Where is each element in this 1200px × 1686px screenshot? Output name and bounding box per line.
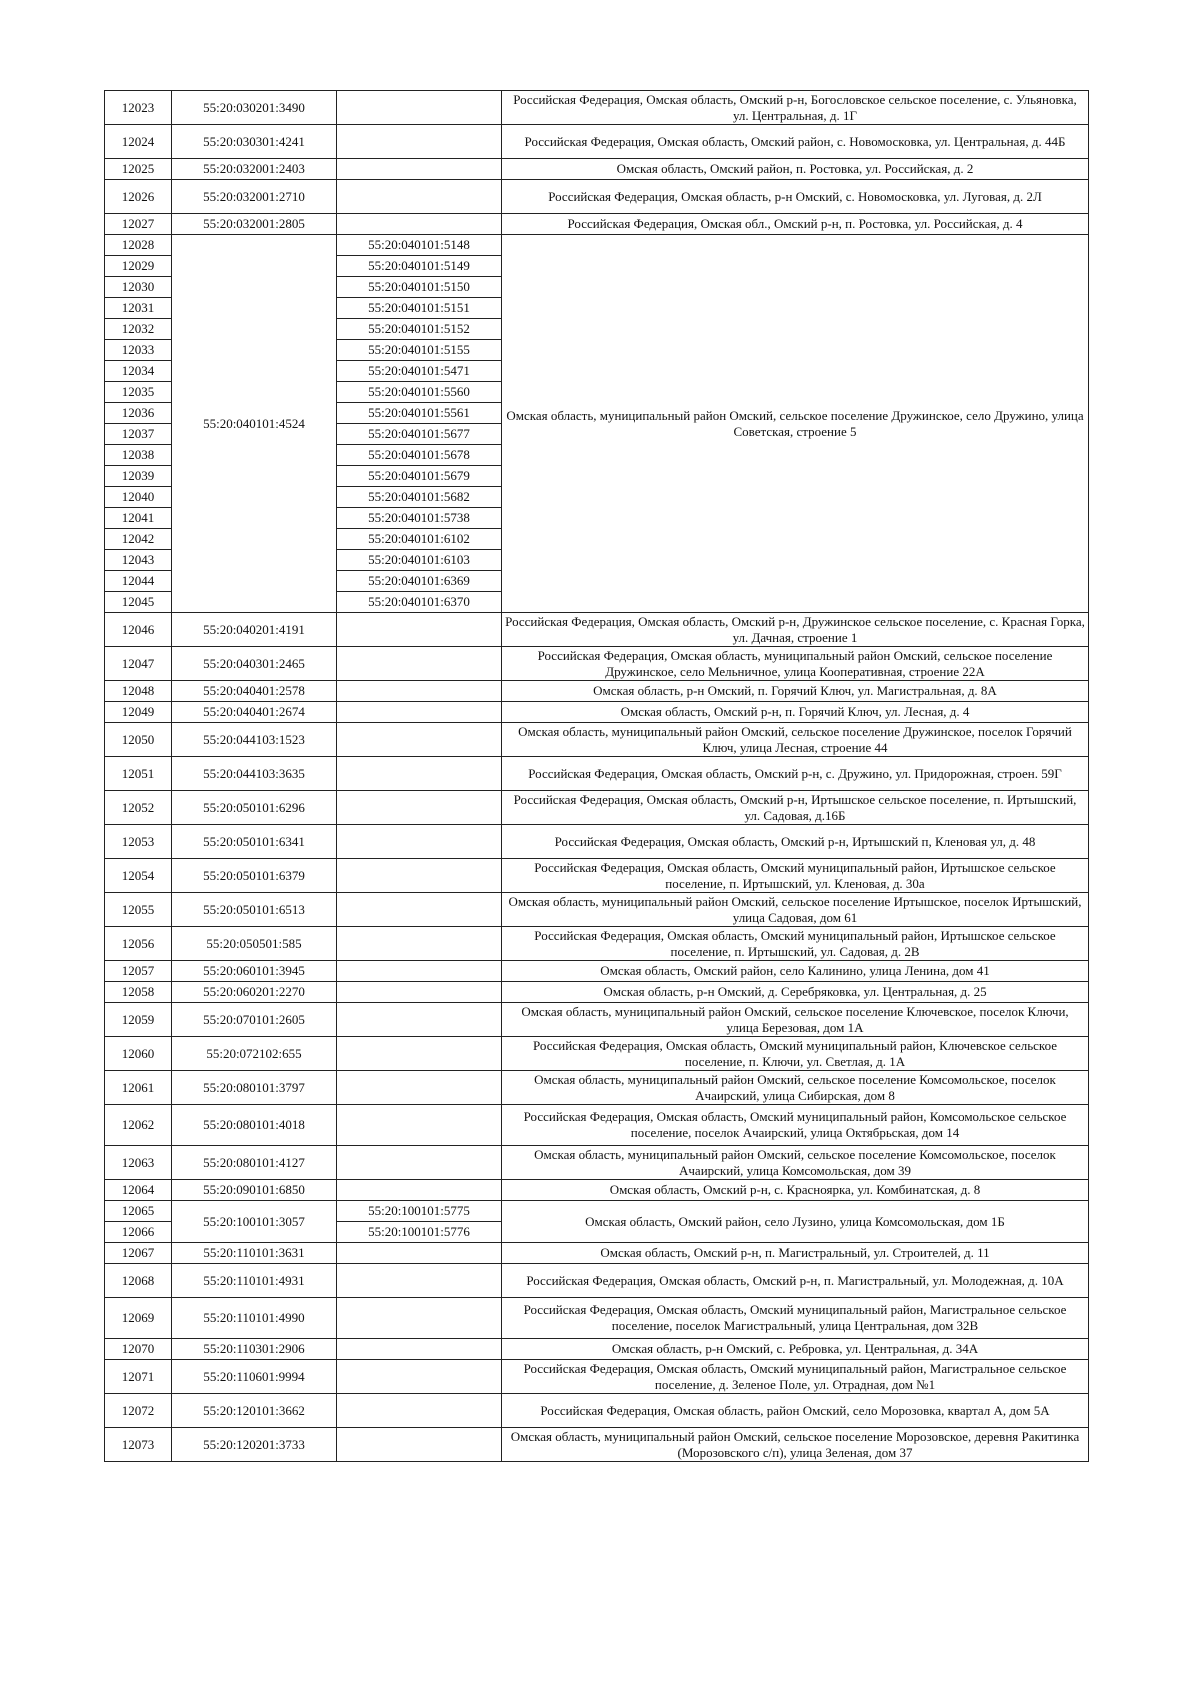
address-cell: Омская область, муниципальный район Омский, сельское поселение Комсомольское, поселок Ачаирский, улица Комсомольская, дом 39 bbox=[502, 1146, 1089, 1180]
address-cell: Российская Федерация, Омская область, Омский муниципальный район, Иртышское сельское поселение, п. Иртышский, ул. Садовая, д. 2В bbox=[502, 927, 1089, 961]
table-row bbox=[105, 961, 1089, 982]
sub-cadastral-number-cell bbox=[337, 893, 502, 927]
address-cell: Российская Федерация, Омская область, р-н Омский, с. Новомосковка, ул. Луговая, д. 2Л bbox=[502, 180, 1089, 214]
address-cell: Российская Федерация, Омская область, Омский муниципальный район, Комсомольское сельское поселение, поселок Ачаирский, улица Октябрьская, дом 14 bbox=[502, 1105, 1089, 1146]
sub-cadastral-number-cell bbox=[337, 1264, 502, 1298]
cadastral-number-cell: 55:20:040401:2578 bbox=[172, 681, 337, 702]
sub-cadastral-number-cell bbox=[337, 757, 502, 791]
row-number-cell: 12033 bbox=[105, 340, 172, 361]
sub-cadastral-number-cell bbox=[337, 613, 502, 647]
table-row bbox=[105, 180, 1089, 214]
sub-cadastral-number-cell: 55:20:040101:5152 bbox=[337, 319, 502, 340]
cadastral-number-cell: 55:20:030301:4241 bbox=[172, 125, 337, 159]
table-row bbox=[105, 1201, 1089, 1222]
table-row bbox=[105, 702, 1089, 723]
row-number-cell: 12051 bbox=[105, 757, 172, 791]
sub-cadastral-number-cell: 55:20:040101:5682 bbox=[337, 487, 502, 508]
sub-cadastral-number-cell: 55:20:040101:5155 bbox=[337, 340, 502, 361]
address-cell: Омская область, Омский район, п. Ростовка, ул. Российская, д. 2 bbox=[502, 159, 1089, 180]
table-row bbox=[105, 1339, 1089, 1360]
cadastral-number-cell: 55:20:040101:4524 bbox=[172, 235, 337, 613]
address-cell: Российская Федерация, Омская область, Омский р-н, с. Дружино, ул. Придорожная, строен. 59Г bbox=[502, 757, 1089, 791]
cadastral-number-cell: 55:20:060201:2270 bbox=[172, 982, 337, 1003]
row-number-cell: 12071 bbox=[105, 1360, 172, 1394]
address-cell: Российская Федерация, Омская область, Омский р-н, Иртышский п, Кленовая ул, д. 48 bbox=[502, 825, 1089, 859]
row-number-cell: 12042 bbox=[105, 529, 172, 550]
cadastral-number-cell: 55:20:110101:3631 bbox=[172, 1243, 337, 1264]
sub-cadastral-number-cell bbox=[337, 927, 502, 961]
sub-cadastral-number-cell bbox=[337, 825, 502, 859]
cadastral-number-cell: 55:20:050101:6296 bbox=[172, 791, 337, 825]
address-cell: Российская Федерация, Омская область, Омский муниципальный район, Иртышское сельское поселение, п. Иртышский, ул. Кленовая, д. 30а bbox=[502, 859, 1089, 893]
sub-cadastral-number-cell: 55:20:040101:6102 bbox=[337, 529, 502, 550]
table-row bbox=[105, 1105, 1089, 1146]
sub-cadastral-number-cell bbox=[337, 723, 502, 757]
sub-cadastral-number-cell bbox=[337, 702, 502, 723]
table-container bbox=[104, 90, 1085, 1462]
table-row bbox=[105, 982, 1089, 1003]
row-number-cell: 12038 bbox=[105, 445, 172, 466]
row-number-cell: 12041 bbox=[105, 508, 172, 529]
table-row bbox=[105, 1037, 1089, 1071]
sub-cadastral-number-cell: 55:20:040101:6370 bbox=[337, 592, 502, 613]
table-row bbox=[105, 859, 1089, 893]
table-row bbox=[105, 1394, 1089, 1428]
sub-cadastral-number-cell: 55:20:040101:5678 bbox=[337, 445, 502, 466]
row-number-cell: 12050 bbox=[105, 723, 172, 757]
cadastral-number-cell: 55:20:110601:9994 bbox=[172, 1360, 337, 1394]
address-cell: Омская область, муниципальный район Омский, сельское поселение Ключевское, поселок Ключи, улица Березовая, дом 1А bbox=[502, 1003, 1089, 1037]
address-cell: Российская Федерация, Омская область, Омский р-н, Дружинское сельское поселение, с. Красная Горка, ул. Дачная, строение 1 bbox=[502, 613, 1089, 647]
cadastral-number-cell: 55:20:032001:2403 bbox=[172, 159, 337, 180]
address-cell: Омская область, Омский район, село Калинино, улица Ленина, дом 41 bbox=[502, 961, 1089, 982]
cadastral-number-cell: 55:20:032001:2710 bbox=[172, 180, 337, 214]
table-row bbox=[105, 1243, 1089, 1264]
row-number-cell: 12069 bbox=[105, 1298, 172, 1339]
address-cell: Омская область, р-н Омский, д. Серебряковка, ул. Центральная, д. 25 bbox=[502, 982, 1089, 1003]
cadastral-number-cell: 55:20:044103:3635 bbox=[172, 757, 337, 791]
cadastral-number-cell: 55:20:032001:2805 bbox=[172, 214, 337, 235]
sub-cadastral-number-cell bbox=[337, 1105, 502, 1146]
sub-cadastral-number-cell bbox=[337, 647, 502, 681]
row-number-cell: 12053 bbox=[105, 825, 172, 859]
row-number-cell: 12039 bbox=[105, 466, 172, 487]
sub-cadastral-number-cell: 55:20:040101:5149 bbox=[337, 256, 502, 277]
address-cell: Омская область, муниципальный район Омский, сельское поселение Иртышское, поселок Иртышский, улица Садовая, дом 61 bbox=[502, 893, 1089, 927]
row-number-cell: 12068 bbox=[105, 1264, 172, 1298]
cadastral-number-cell: 55:20:110101:4990 bbox=[172, 1298, 337, 1339]
address-cell: Российская Федерация, Омская область, Омский р-н, Иртышское сельское поселение, п. Иртышский, ул. Садовая, д.16Б bbox=[502, 791, 1089, 825]
address-cell: Омская область, Омский район, село Лузино, улица Комсомольская, дом 1Б bbox=[502, 1201, 1089, 1243]
table-row bbox=[105, 825, 1089, 859]
address-cell: Омская область, р-н Омский, с. Ребровка, ул. Центральная, д. 34А bbox=[502, 1339, 1089, 1360]
table-row bbox=[105, 1360, 1089, 1394]
cadastral-number-cell: 55:20:110101:4931 bbox=[172, 1264, 337, 1298]
row-number-cell: 12070 bbox=[105, 1339, 172, 1360]
row-number-cell: 12034 bbox=[105, 361, 172, 382]
address-cell: Российская Федерация, Омская область, район Омский, село Морозовка, квартал А, дом 5А bbox=[502, 1394, 1089, 1428]
table-row bbox=[105, 757, 1089, 791]
cadastral-number-cell: 55:20:070101:2605 bbox=[172, 1003, 337, 1037]
row-number-cell: 12062 bbox=[105, 1105, 172, 1146]
cadastral-number-cell: 55:20:080101:3797 bbox=[172, 1071, 337, 1105]
table-row bbox=[105, 1180, 1089, 1201]
sub-cadastral-number-cell bbox=[337, 1037, 502, 1071]
row-number-cell: 12061 bbox=[105, 1071, 172, 1105]
row-number-cell: 12047 bbox=[105, 647, 172, 681]
row-number-cell: 12023 bbox=[105, 91, 172, 125]
sub-cadastral-number-cell bbox=[337, 125, 502, 159]
sub-cadastral-number-cell bbox=[337, 1180, 502, 1201]
sub-cadastral-number-cell bbox=[337, 961, 502, 982]
sub-cadastral-number-cell bbox=[337, 1071, 502, 1105]
row-number-cell: 12032 bbox=[105, 319, 172, 340]
row-number-cell: 12035 bbox=[105, 382, 172, 403]
address-cell: Омская область, муниципальный район Омский, сельское поселение Морозовское, деревня Ракитинка (Морозовского с/п), улица Зеленая, дом 37 bbox=[502, 1428, 1089, 1462]
address-cell: Омская область, муниципальный район Омский, сельское поселение Дружинское, село Дружино, улица Советская, строение 5 bbox=[502, 235, 1089, 613]
row-number-cell: 12045 bbox=[105, 592, 172, 613]
sub-cadastral-number-cell bbox=[337, 1298, 502, 1339]
registry-table bbox=[104, 90, 1089, 1462]
row-number-cell: 12048 bbox=[105, 681, 172, 702]
table-row bbox=[105, 723, 1089, 757]
row-number-cell: 12025 bbox=[105, 159, 172, 180]
sub-cadastral-number-cell bbox=[337, 982, 502, 1003]
row-number-cell: 12031 bbox=[105, 298, 172, 319]
table-row bbox=[105, 791, 1089, 825]
table-row bbox=[105, 1428, 1089, 1462]
cadastral-number-cell: 55:20:040301:2465 bbox=[172, 647, 337, 681]
row-number-cell: 12067 bbox=[105, 1243, 172, 1264]
table-row bbox=[105, 681, 1089, 702]
cadastral-number-cell: 55:20:030201:3490 bbox=[172, 91, 337, 125]
row-number-cell: 12065 bbox=[105, 1201, 172, 1222]
table-row bbox=[105, 647, 1089, 681]
address-cell: Омская область, Омский р-н, с. Красноярка, ул. Комбинатская, д. 8 bbox=[502, 1180, 1089, 1201]
row-number-cell: 12029 bbox=[105, 256, 172, 277]
sub-cadastral-number-cell bbox=[337, 1339, 502, 1360]
table-row bbox=[105, 893, 1089, 927]
cadastral-number-cell: 55:20:060101:3945 bbox=[172, 961, 337, 982]
cadastral-number-cell: 55:20:090101:6850 bbox=[172, 1180, 337, 1201]
address-cell: Российская Федерация, Омская область, муниципальный район Омский, сельское поселение Дружинское, село Мельничное, улица Кооперативная, строение 22А bbox=[502, 647, 1089, 681]
sub-cadastral-number-cell: 55:20:040101:5471 bbox=[337, 361, 502, 382]
sub-cadastral-number-cell bbox=[337, 159, 502, 180]
row-number-cell: 12024 bbox=[105, 125, 172, 159]
table-row bbox=[105, 1003, 1089, 1037]
cadastral-number-cell: 55:20:040201:4191 bbox=[172, 613, 337, 647]
row-number-cell: 12063 bbox=[105, 1146, 172, 1180]
cadastral-number-cell: 55:20:110301:2906 bbox=[172, 1339, 337, 1360]
row-number-cell: 12054 bbox=[105, 859, 172, 893]
address-cell: Российская Федерация, Омская область, Омский район, с. Новомосковка, ул. Центральная, д. 44Б bbox=[502, 125, 1089, 159]
row-number-cell: 12037 bbox=[105, 424, 172, 445]
sub-cadastral-number-cell bbox=[337, 214, 502, 235]
row-number-cell: 12072 bbox=[105, 1394, 172, 1428]
table-row bbox=[105, 91, 1089, 125]
sub-cadastral-number-cell bbox=[337, 1428, 502, 1462]
cadastral-number-cell: 55:20:040401:2674 bbox=[172, 702, 337, 723]
row-number-cell: 12057 bbox=[105, 961, 172, 982]
address-cell: Омская область, Омский р-н, п. Горячий Ключ, ул. Лесная, д. 4 bbox=[502, 702, 1089, 723]
sub-cadastral-number-cell bbox=[337, 791, 502, 825]
sub-cadastral-number-cell: 55:20:040101:5148 bbox=[337, 235, 502, 256]
row-number-cell: 12066 bbox=[105, 1222, 172, 1243]
sub-cadastral-number-cell: 55:20:040101:5560 bbox=[337, 382, 502, 403]
address-cell: Омская область, муниципальный район Омский, сельское поселение Дружинское, поселок Горячий Ключ, улица Лесная, строение 44 bbox=[502, 723, 1089, 757]
sub-cadastral-number-cell bbox=[337, 859, 502, 893]
table-body bbox=[105, 91, 1089, 1462]
sub-cadastral-number-cell: 55:20:100101:5776 bbox=[337, 1222, 502, 1243]
sub-cadastral-number-cell bbox=[337, 1003, 502, 1037]
row-number-cell: 12060 bbox=[105, 1037, 172, 1071]
row-number-cell: 12026 bbox=[105, 180, 172, 214]
row-number-cell: 12043 bbox=[105, 550, 172, 571]
address-cell: Омская область, р-н Омский, п. Горячий Ключ, ул. Магистральная, д. 8А bbox=[502, 681, 1089, 702]
row-number-cell: 12028 bbox=[105, 235, 172, 256]
cadastral-number-cell: 55:20:080101:4127 bbox=[172, 1146, 337, 1180]
table-row bbox=[105, 1264, 1089, 1298]
table-row bbox=[105, 1146, 1089, 1180]
cadastral-number-cell: 55:20:044103:1523 bbox=[172, 723, 337, 757]
table-row bbox=[105, 1071, 1089, 1105]
cadastral-number-cell: 55:20:120201:3733 bbox=[172, 1428, 337, 1462]
row-number-cell: 12049 bbox=[105, 702, 172, 723]
address-cell: Омская область, муниципальный район Омский, сельское поселение Комсомольское, поселок Ачаирский, улица Сибирская, дом 8 bbox=[502, 1071, 1089, 1105]
row-number-cell: 12040 bbox=[105, 487, 172, 508]
address-cell: Российская Федерация, Омская область, Омский муниципальный район, Магистральное сельское поселение, поселок Магистральный, улица Центральная, дом 32В bbox=[502, 1298, 1089, 1339]
sub-cadastral-number-cell: 55:20:040101:5738 bbox=[337, 508, 502, 529]
table-row bbox=[105, 125, 1089, 159]
sub-cadastral-number-cell bbox=[337, 180, 502, 214]
cadastral-number-cell: 55:20:080101:4018 bbox=[172, 1105, 337, 1146]
sub-cadastral-number-cell bbox=[337, 1394, 502, 1428]
sub-cadastral-number-cell bbox=[337, 1243, 502, 1264]
cadastral-number-cell: 55:20:050101:6513 bbox=[172, 893, 337, 927]
row-number-cell: 12030 bbox=[105, 277, 172, 298]
cadastral-number-cell: 55:20:072102:655 bbox=[172, 1037, 337, 1071]
sub-cadastral-number-cell bbox=[337, 1146, 502, 1180]
table-row bbox=[105, 235, 1089, 256]
row-number-cell: 12044 bbox=[105, 571, 172, 592]
address-cell: Омская область, Омский р-н, п. Магистральный, ул. Строителей, д. 11 bbox=[502, 1243, 1089, 1264]
row-number-cell: 12055 bbox=[105, 893, 172, 927]
row-number-cell: 12059 bbox=[105, 1003, 172, 1037]
address-cell: Российская Федерация, Омская область, Омский муниципальный район, Ключевское сельское поселение, п. Ключи, ул. Светлая, д. 1А bbox=[502, 1037, 1089, 1071]
address-cell: Российская Федерация, Омская область, Омский муниципальный район, Магистральное сельское поселение, д. Зеленое Поле, ул. Отрадная, дом №1 bbox=[502, 1360, 1089, 1394]
row-number-cell: 12058 bbox=[105, 982, 172, 1003]
sub-cadastral-number-cell: 55:20:100101:5775 bbox=[337, 1201, 502, 1222]
table-row bbox=[105, 214, 1089, 235]
cadastral-number-cell: 55:20:050101:6379 bbox=[172, 859, 337, 893]
address-cell: Российская Федерация, Омская обл., Омский р-н, п. Ростовка, ул. Российская, д. 4 bbox=[502, 214, 1089, 235]
table-row bbox=[105, 927, 1089, 961]
sub-cadastral-number-cell bbox=[337, 91, 502, 125]
sub-cadastral-number-cell: 55:20:040101:6369 bbox=[337, 571, 502, 592]
sub-cadastral-number-cell: 55:20:040101:5561 bbox=[337, 403, 502, 424]
address-cell: Российская Федерация, Омская область, Омский р-н, Богословское сельское поселение, с. Ульяновка, ул. Центральная, д. 1Г bbox=[502, 91, 1089, 125]
sub-cadastral-number-cell: 55:20:040101:5679 bbox=[337, 466, 502, 487]
sub-cadastral-number-cell: 55:20:040101:5677 bbox=[337, 424, 502, 445]
cadastral-number-cell: 55:20:050101:6341 bbox=[172, 825, 337, 859]
row-number-cell: 12064 bbox=[105, 1180, 172, 1201]
sub-cadastral-number-cell: 55:20:040101:5150 bbox=[337, 277, 502, 298]
table-row bbox=[105, 159, 1089, 180]
sub-cadastral-number-cell: 55:20:040101:5151 bbox=[337, 298, 502, 319]
row-number-cell: 12027 bbox=[105, 214, 172, 235]
row-number-cell: 12056 bbox=[105, 927, 172, 961]
table-row bbox=[105, 1298, 1089, 1339]
cadastral-number-cell: 55:20:050501:585 bbox=[172, 927, 337, 961]
row-number-cell: 12036 bbox=[105, 403, 172, 424]
address-cell: Российская Федерация, Омская область, Омский р-н, п. Магистральный, ул. Молодежная, д. 10А bbox=[502, 1264, 1089, 1298]
table-row bbox=[105, 613, 1089, 647]
sub-cadastral-number-cell bbox=[337, 1360, 502, 1394]
cadastral-number-cell: 55:20:120101:3662 bbox=[172, 1394, 337, 1428]
row-number-cell: 12052 bbox=[105, 791, 172, 825]
row-number-cell: 12073 bbox=[105, 1428, 172, 1462]
row-number-cell: 12046 bbox=[105, 613, 172, 647]
sub-cadastral-number-cell bbox=[337, 681, 502, 702]
sub-cadastral-number-cell: 55:20:040101:6103 bbox=[337, 550, 502, 571]
cadastral-number-cell: 55:20:100101:3057 bbox=[172, 1201, 337, 1243]
